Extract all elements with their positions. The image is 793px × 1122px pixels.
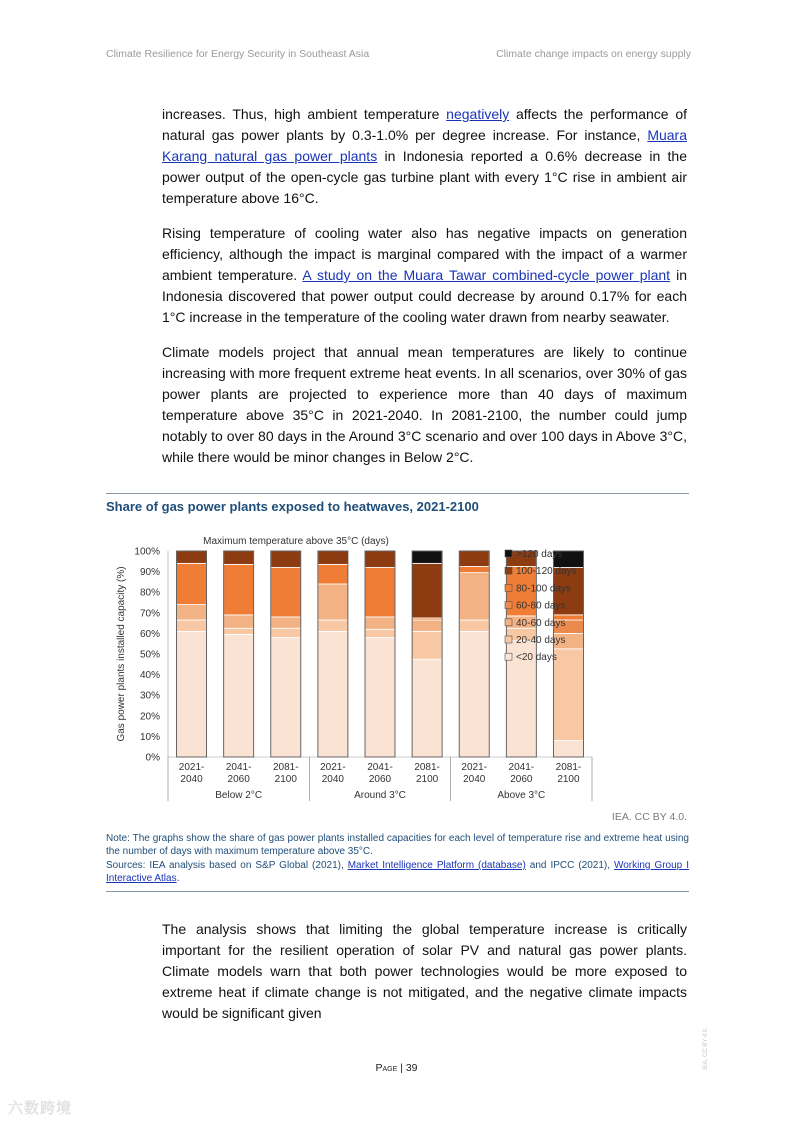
legend-swatch xyxy=(505,636,512,643)
sources-text-3: . xyxy=(176,873,180,884)
x-tick-label-start: 2081- xyxy=(272,762,299,773)
x-tick-label-end: 2040 xyxy=(321,774,345,785)
para1-text-1: increases. Thus, high ambient temperature xyxy=(162,106,447,122)
bar-segment xyxy=(318,564,348,584)
page-word: Page xyxy=(375,1062,398,1074)
bar-segment xyxy=(271,551,301,567)
legend-label: >120 days xyxy=(516,549,563,560)
x-tick-label-start: 2021- xyxy=(178,762,205,773)
legend-swatch xyxy=(505,602,512,609)
y-tick-label: 80% xyxy=(139,587,160,599)
legend-swatch xyxy=(505,619,512,626)
x-tick-label-end: 2040 xyxy=(180,774,203,785)
bar-segment xyxy=(412,620,442,631)
figure-title: Share of gas power plants exposed to heatwaves, 2021-2100 xyxy=(106,499,479,514)
x-tick-label-start: 2041- xyxy=(508,762,535,773)
bar-segment xyxy=(553,649,583,741)
bar-segment xyxy=(553,741,583,757)
running-header-title: Climate Resilience for Energy Security in Southeast Asia xyxy=(106,48,370,60)
bar-segment xyxy=(318,584,348,620)
para1-text-2: affects the performance of natural gas power plants by 0.3-1.0% per degree increase. For instance, xyxy=(162,106,688,143)
y-tick-label: 30% xyxy=(139,690,160,702)
figure-bottom-rule xyxy=(106,891,689,892)
x-tick-label-end: 2060 xyxy=(227,774,250,785)
paragraph-1 xyxy=(162,104,687,209)
legend-label: 40-60 days xyxy=(516,617,566,629)
bar-segment xyxy=(365,551,395,567)
bar-segment xyxy=(177,551,207,563)
bar-segment xyxy=(177,620,207,631)
y-tick-label: 100% xyxy=(134,546,160,558)
x-tick-label-end: 2100 xyxy=(415,774,439,785)
x-tick-label-end: 2040 xyxy=(463,774,486,785)
legend-label: 100-120 days xyxy=(516,566,577,578)
bar-segment xyxy=(318,631,348,757)
bar-segment xyxy=(271,617,301,628)
link-muara-tawar-study[interactable]: A study on the Muara Tawar combined-cycle power plant xyxy=(302,267,671,283)
running-header-section: Climate change impacts on energy supply xyxy=(496,48,691,60)
bar-segment xyxy=(365,629,395,637)
bar-segment xyxy=(412,631,442,659)
y-tick-label: 10% xyxy=(139,731,160,743)
heatwave-exposure-chart xyxy=(106,527,596,805)
y-axis-title: Gas power plants installed capacity (%) xyxy=(116,566,127,742)
bar-segment xyxy=(459,573,489,620)
bar-segment xyxy=(224,551,254,564)
bar-segment xyxy=(318,620,348,631)
x-tick-label-start: 2041- xyxy=(367,762,393,773)
side-license: IEA. CC BY 4.0. xyxy=(703,1027,709,1070)
group-label: Below 2°C xyxy=(215,790,263,801)
bar-segment xyxy=(224,615,254,628)
bar-segment xyxy=(412,659,442,757)
group-label: Around 3°C xyxy=(354,790,406,801)
bar-segment xyxy=(365,567,395,616)
paragraph-4: The analysis shows that limiting the global temperature increase is critically important for the resilient operation of solar PV and natural gas power plants. Climate models warn that both power technologies would be more exposed to extreme heat if climate change is not mitigated, and the negative climate impacts would be significant given xyxy=(162,921,687,1021)
x-tick-label-end: 2100 xyxy=(274,774,297,785)
legend-swatch xyxy=(505,550,512,557)
x-tick-label-start: 2081- xyxy=(555,762,582,773)
y-tick-label: 40% xyxy=(139,670,160,682)
y-tick-label: 60% xyxy=(139,628,160,640)
legend-label: 80-100 days xyxy=(516,583,572,595)
para2-text-2: in Indonesia discovered that power output could decrease by around 0.17% for each 1°C increase in the temperature of the cooling water drawn from nearby seawater. xyxy=(162,267,687,325)
bar-segment xyxy=(224,634,254,757)
group-label: Above 3°C xyxy=(497,790,546,801)
bar-segment xyxy=(459,566,489,572)
bar-segment xyxy=(412,551,442,563)
bar-segment xyxy=(365,617,395,629)
bar-segment xyxy=(271,628,301,637)
x-tick-label-end: 2060 xyxy=(368,774,392,785)
bar-segment xyxy=(177,563,207,604)
x-tick-label-start: 2021- xyxy=(461,762,488,773)
para2-text-1: Rising temperature of cooling water also has negative impacts on generation efficiency, although the impact is marginal compared with the impact of a warmer ambient temperature. xyxy=(162,225,687,283)
legend-swatch xyxy=(505,567,512,574)
para1-text-3: in Indonesia reported a 0.6% decrease in the power output of the open-cycle gas turbine plant with every 1°C rise in ambient air temperature above 16°C. xyxy=(162,148,687,206)
bar-segment xyxy=(177,605,207,620)
bar-segment xyxy=(224,628,254,634)
legend-label: <20 days xyxy=(516,652,557,664)
bar-segment xyxy=(459,631,489,757)
figure-top-rule xyxy=(106,493,689,494)
paragraph-3: Climate models project that annual mean temperatures are likely to continue increasing with more frequent extreme heat events. In all scenarios, over 30% of gas power plants are projected to experience more than 40 days of maximum temperature above 35°C in 2021-2040. In 2081-2100, the number could jump notably to over 80 days in the Around 3°C scenario and over 100 days in Above 3°C, while there would be minor changes in Below 2°C. xyxy=(162,344,687,465)
legend-swatch xyxy=(505,584,512,591)
bar-segment xyxy=(318,551,348,564)
page-number xyxy=(0,1062,793,1074)
y-tick-label: 20% xyxy=(139,711,160,723)
x-tick-label-end: 2060 xyxy=(510,774,533,785)
y-tick-label: 90% xyxy=(139,567,160,579)
y-tick-label: 70% xyxy=(139,608,160,620)
bar-segment xyxy=(177,631,207,757)
link-negatively[interactable]: negatively xyxy=(446,106,510,122)
x-tick-label-start: 2021- xyxy=(320,762,346,773)
figure-note: Note: The graphs show the share of gas power plants installed capacities for each level of temperature rise and extreme heat using the number of days with maximum temperature above 35°C. xyxy=(106,833,689,857)
x-tick-label-start: 2041- xyxy=(225,762,252,773)
y-tick-label: 50% xyxy=(139,649,160,661)
sources-text-2: and IPCC (2021), xyxy=(525,860,614,871)
sources-text-1: Sources: IEA analysis based on S&P Global (2021), xyxy=(106,860,348,871)
bar-segment xyxy=(365,638,395,757)
link-muara-karang[interactable]: Muara Karang natural gas power plants xyxy=(162,127,687,164)
paragraph-2 xyxy=(162,223,687,328)
bar-segment xyxy=(224,564,254,614)
bar-segment xyxy=(271,638,301,757)
watermark: 六数跨境 xyxy=(8,1100,73,1117)
y-tick-label: 0% xyxy=(145,752,160,764)
x-tick-label-end: 2100 xyxy=(557,774,580,785)
page-num: | 39 xyxy=(400,1062,418,1074)
bar-segment xyxy=(412,563,442,618)
link-ipcc-atlas[interactable]: Working Group I Interactive Atlas xyxy=(106,860,689,884)
legend-label: 20-40 days xyxy=(516,635,566,646)
legend-label: 60-80 days xyxy=(516,600,566,612)
bar-segment xyxy=(459,620,489,631)
link-market-intelligence[interactable]: Market Intelligence Platform (database) xyxy=(347,860,526,871)
bar-segment xyxy=(459,551,489,566)
figure-sources xyxy=(106,859,689,885)
figure-credit: IEA. CC BY 4.0. xyxy=(611,811,687,823)
legend-swatch xyxy=(505,653,512,660)
bar-segment xyxy=(271,567,301,616)
chart-title: Maximum temperature above 35°C (days) xyxy=(203,536,389,547)
x-tick-label-start: 2081- xyxy=(414,762,440,773)
